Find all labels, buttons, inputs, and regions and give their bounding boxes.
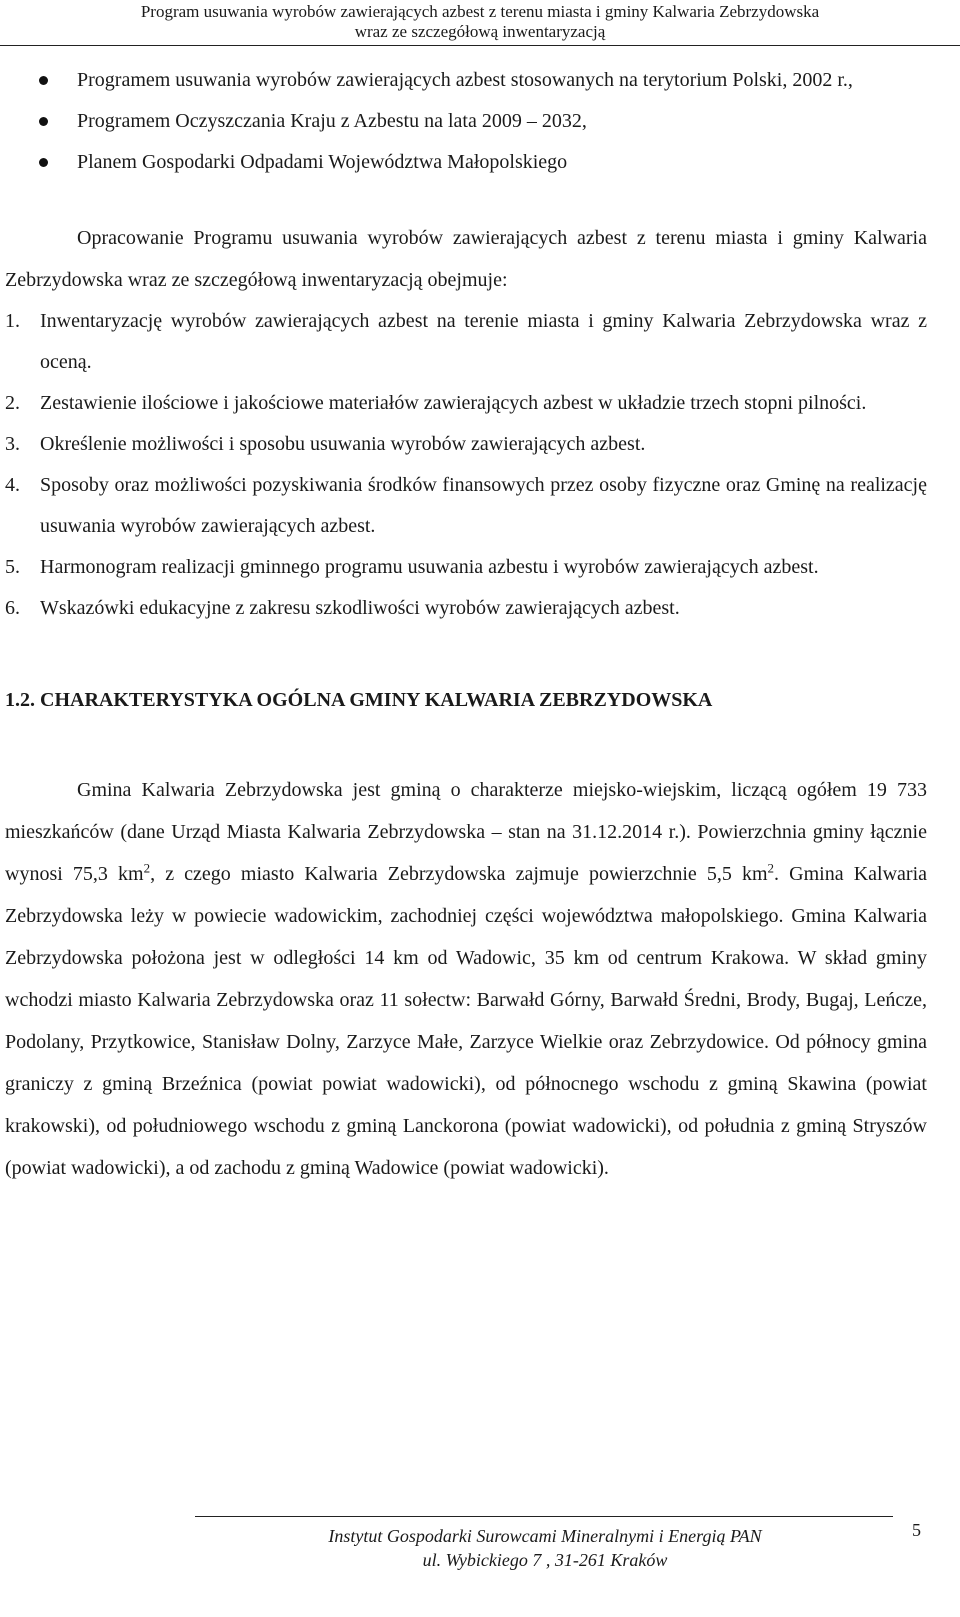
section-paragraph: Gmina Kalwaria Zebrzydowska jest gminą o charakterze miejsko-wiejskim, liczącą ogółem 19 733 mieszkańców (dane Urząd Miasta Kalwaria Zebrzydowska – stan na 31.12.2014 r.). Powierzchnia gminy łącznie wynosi 75,3 $km^2$, z czego miasto Kalwaria Zebrzydowska zajmuje powierzchnie 5,5 $km^2$. Gmina Kalwaria Zebrzydowska leży w powiecie wadowickim, zachodniej części województwa małopolskiego. Gmina Kalwaria Zebrzydowska położona jest w odległości 14 km od Wadowic, 35 km od centrum Krakowa. W skład gminy wchodzi miasto Kalwaria Zebrzydowska oraz 11 sołectw: Barwałd Górny, Barwałd Średni, Brody, Bugaj, Leńcze, Podolany, Przytkowice, Stanisław Dolny, Zarzyce Małe, Zarzyce Wielkie oraz Zebrzydowice. Od północy gmina graniczy z gminą Brzeźnica (powiat powiat wadowicki), od północnego wschodu z gminą Skawina (powiat krakowski), od południowego wschodu z gminą Lanckorona (powiat wadowicki), od południa z gminą Stryszów (powiat wadowicki), a od zachodu z gminą Wadowice (powiat wadowicki). bbox=[5, 779, 927, 1179]
intro-paragraph: Opracowanie Programu usuwania wyrobów zawierających azbest z terenu miasta i gminy Kalwaria Zebrzydowska wraz ze szczegółową inwentaryzacją obejmuje: bbox=[5, 227, 927, 291]
page-header bbox=[0, 0, 960, 46]
page-content bbox=[5, 60, 927, 1189]
bullet-icon bbox=[39, 117, 48, 126]
list-item: Planem Gospodarki Odpadami Województwa Małopolskiego bbox=[5, 142, 927, 183]
page-number: 5 bbox=[912, 1520, 921, 1540]
list-item: 3. Określenie możliwości i sposobu usuwania wyrobów zawierających azbest. bbox=[5, 433, 646, 455]
header-subtitle: wraz ze szczegółową inwentaryzacją bbox=[354, 22, 606, 41]
list-item: 4. Sposoby oraz możliwości pozyskiwania środków finansowych przez osoby fizyczne oraz Gminę na realizację usuwania wyrobów zawierających azbest. bbox=[5, 474, 927, 537]
list-item: 5. Harmonogram realizacji gminnego programu usuwania azbestu i wyrobów zawierających azbest. bbox=[5, 556, 819, 578]
page-footer bbox=[0, 1512, 960, 1617]
list-item: Programem usuwania wyrobów zawierających azbest stosowanych na terytorium Polski, 2002 r., bbox=[5, 60, 927, 101]
footer-institution: Instytut Gospodarki Surowcami Mineralnymi i Energią PAN ul. Wybickiego 7 , 31-261 Kraków bbox=[328, 1526, 762, 1570]
list-item: 2. Zestawienie ilościowe i jakościowe materiałów zawierających azbest w układzie trzech stopni pilności. bbox=[5, 392, 867, 414]
list-item: Programem Oczyszczania Kraju z Azbestu na lata 2009 – 2032, bbox=[5, 101, 927, 142]
scope-list bbox=[5, 301, 927, 629]
bullet-icon bbox=[39, 158, 48, 167]
bullet-icon bbox=[39, 76, 48, 85]
section-heading: 1.2. CHARAKTERYSTYKA OGÓLNA GMINY KALWARIA ZEBRZYDOWSKA bbox=[5, 689, 713, 711]
header-title: Program usuwania wyrobów zawierających azbest z terenu miasta i gminy Kalwaria Zebrzydowska bbox=[140, 2, 820, 21]
list-item: 6. Wskazówki edukacyjne z zakresu szkodliwości wyrobów zawierających azbest. bbox=[5, 597, 680, 619]
reference-list bbox=[5, 60, 927, 183]
list-item: 1. Inwentaryzację wyrobów zawierających azbest na terenie miasta i gminy Kalwaria Zebrzydowska wraz z oceną. bbox=[5, 310, 927, 373]
footer-divider bbox=[195, 1516, 893, 1517]
